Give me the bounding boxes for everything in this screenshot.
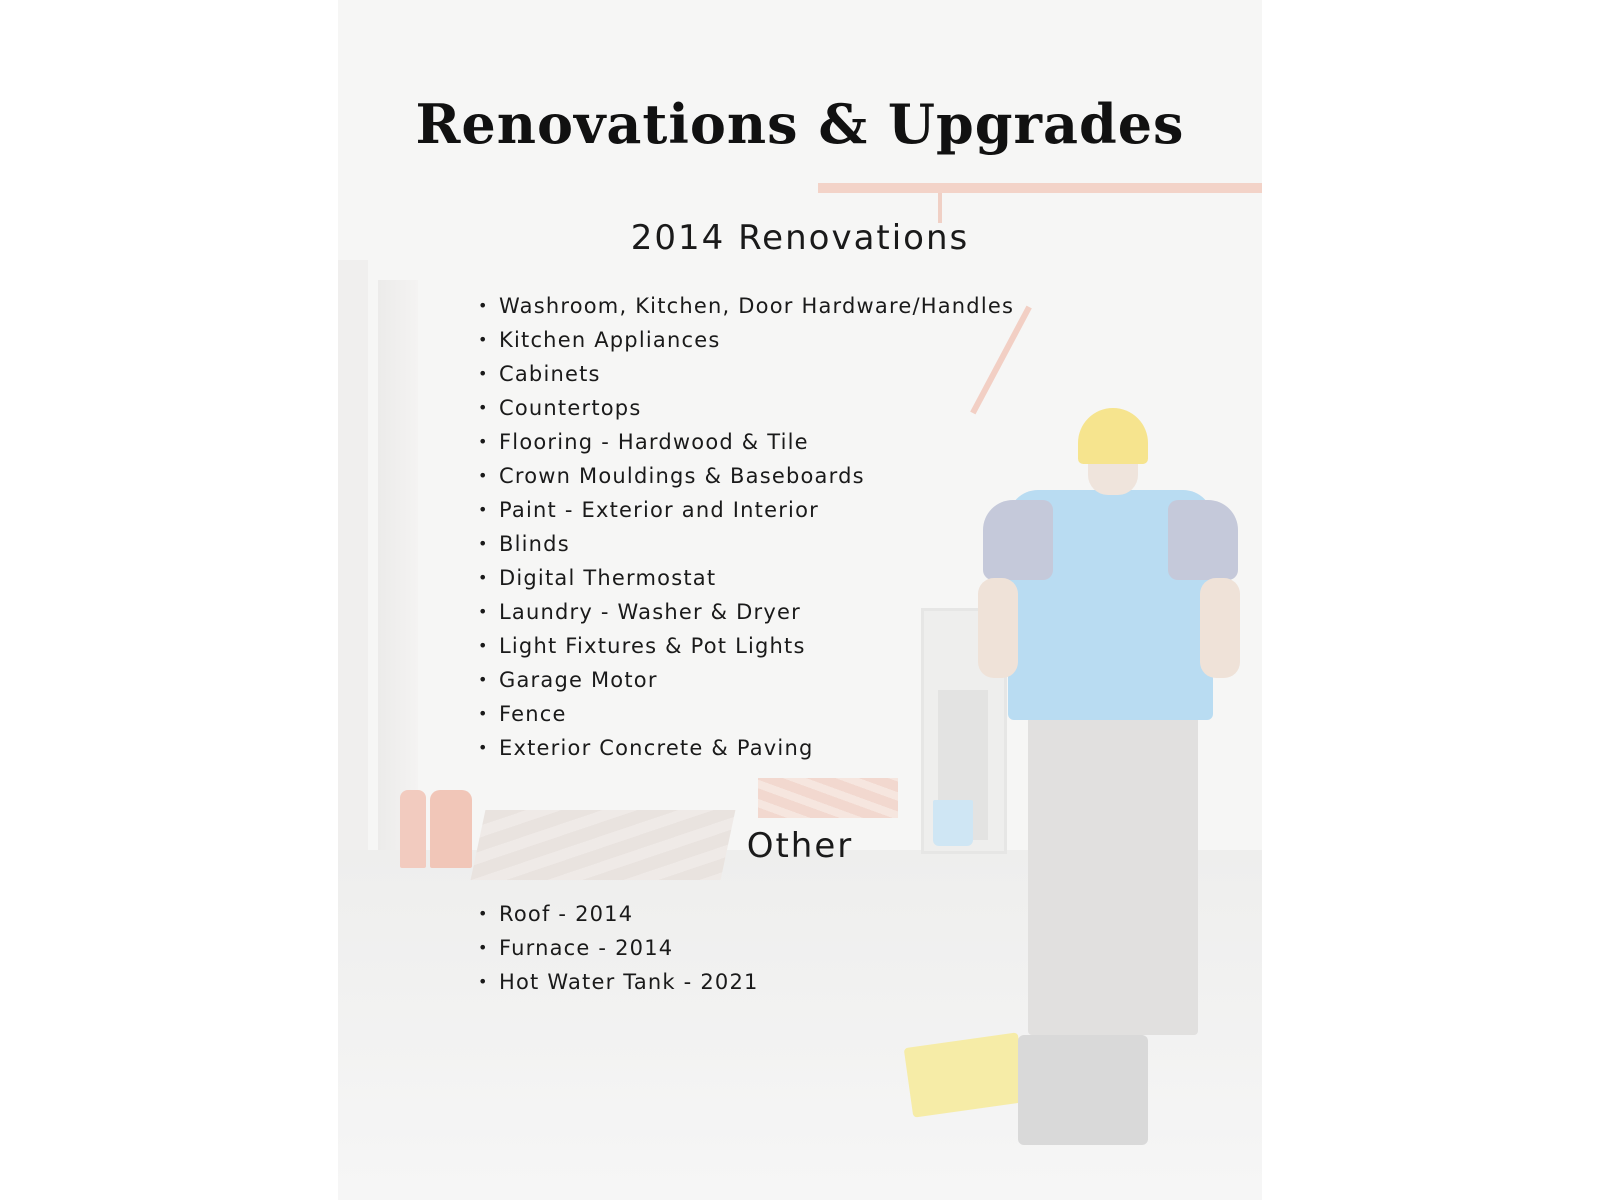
list-item [478, 459, 1014, 493]
list-item-text: Roof - 2014 [499, 902, 634, 926]
bullet-icon: • [478, 330, 489, 349]
list-item [478, 697, 1014, 731]
list-item-text: Hot Water Tank - 2021 [499, 970, 759, 994]
list-item [478, 561, 1014, 595]
list-item [478, 731, 1014, 765]
list-item [478, 527, 1014, 561]
list-item-text: Garage Motor [499, 668, 658, 692]
bullet-icon: • [478, 466, 489, 485]
bullet-icon: • [478, 938, 489, 957]
bullet-icon: • [478, 568, 489, 587]
page-title: Renovations & Upgrades [415, 92, 1185, 156]
bullet-icon: • [478, 904, 489, 923]
section-heading-other: Other [746, 826, 854, 866]
bullet-icon: • [478, 432, 489, 451]
list-item-text: Light Fixtures & Pot Lights [499, 634, 806, 658]
list-item [478, 931, 759, 965]
bullet-icon: • [478, 602, 489, 621]
list-item [478, 595, 1014, 629]
list-item-text: Cabinets [499, 362, 601, 386]
bullet-icon: • [478, 972, 489, 991]
renovations-list [478, 289, 1014, 765]
other-list [478, 897, 759, 999]
list-item-text: Countertops [499, 396, 642, 420]
list-item-text: Crown Mouldings & Baseboards [499, 464, 865, 488]
bullet-icon: • [478, 500, 489, 519]
list-item-text: Kitchen Appliances [499, 328, 721, 352]
document-content [338, 0, 1262, 1200]
list-item [478, 425, 1014, 459]
list-item-text: Washroom, Kitchen, Door Hardware/Handles [499, 294, 1015, 318]
list-item-text: Laundry - Washer & Dryer [499, 600, 801, 624]
list-item [478, 357, 1014, 391]
list-item [478, 897, 759, 931]
bullet-icon: • [478, 704, 489, 723]
bullet-icon: • [478, 296, 489, 315]
bullet-icon: • [478, 670, 489, 689]
list-item-text: Furnace - 2014 [499, 936, 674, 960]
bullet-icon: • [478, 738, 489, 757]
document-page [338, 0, 1262, 1200]
list-item-text: Exterior Concrete & Paving [499, 736, 814, 760]
bullet-icon: • [478, 636, 489, 655]
bullet-icon: • [478, 364, 489, 383]
bullet-icon: • [478, 534, 489, 553]
list-item [478, 663, 1014, 697]
list-item [478, 493, 1014, 527]
list-item [478, 965, 759, 999]
list-item [478, 629, 1014, 663]
list-item [478, 391, 1014, 425]
list-item-text: Fence [499, 702, 567, 726]
list-item [478, 289, 1014, 323]
list-item-text: Digital Thermostat [499, 566, 717, 590]
list-item-text: Flooring - Hardwood & Tile [499, 430, 809, 454]
list-item-text: Blinds [499, 532, 570, 556]
bullet-icon: • [478, 398, 489, 417]
list-item [478, 323, 1014, 357]
list-item-text: Paint - Exterior and Interior [499, 498, 819, 522]
section-heading-renovations: 2014 Renovations [630, 218, 970, 258]
